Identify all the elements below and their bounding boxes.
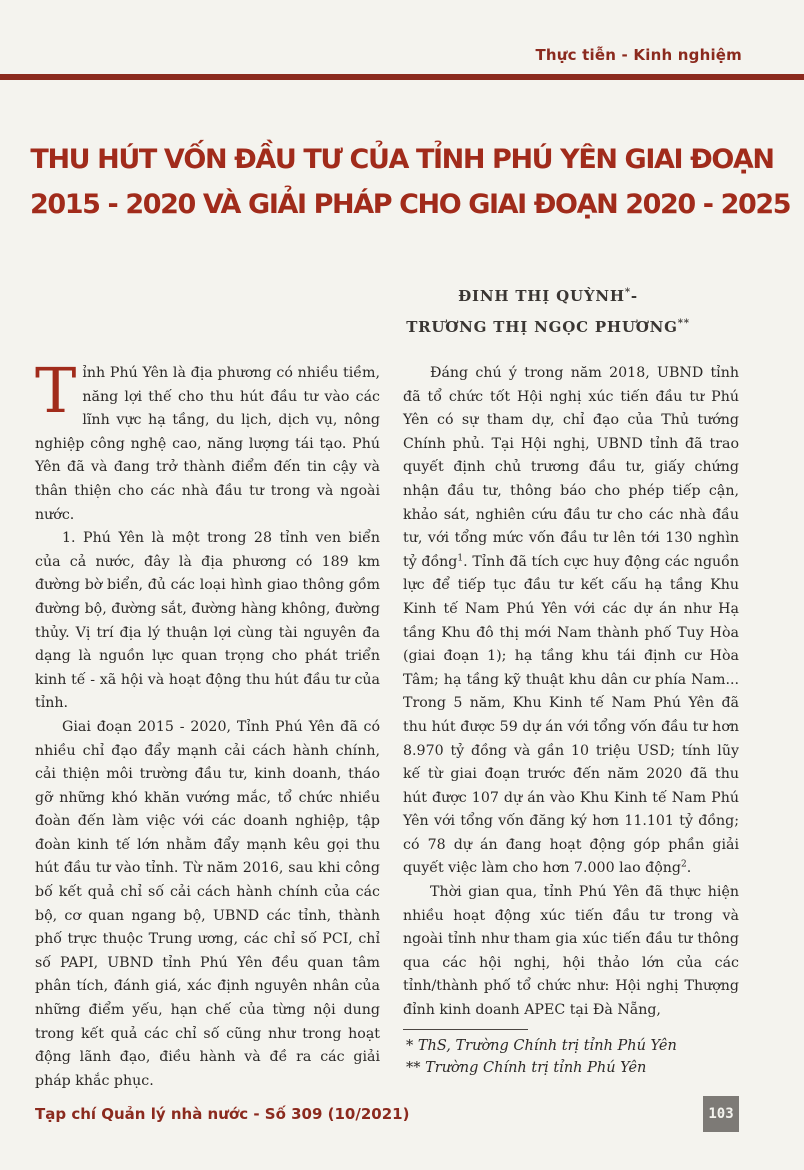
title-line-2: 2015 - 2020 VÀ GIẢI PHÁP CHO GIAI ĐOẠN 2020 - 2025: [30, 189, 791, 220]
footnote-divider: [403, 1029, 528, 1030]
right-column: [403, 362, 739, 1023]
footnote-ref: 2: [681, 859, 687, 870]
paragraph: Giai đoạn 2015 - 2020, Tỉnh Phú Yên đã có nhiều chỉ đạo đẩy mạnh cải cách hành chính, cải thiện môi trường đầu tư, kinh doanh, tháo gỡ những khó khăn vướng mắc, tổ chức nhiều đoàn đến làm việc với các doanh nghiệp, tập đoàn kinh tế lớn nhằm đẩy mạnh kêu gọi thu hút đầu tư vào tỉnh. Từ năm 2016, sau khi công bố kết quả chỉ số cải cách hành chính của các bộ, cơ quan ngang bộ, UBND các tỉnh, thành phố trực thuộc Trung ương, các chỉ số PCI, chỉ số PAPI, UBND tỉnh Phú Yên đều quan tâm phân tích, đánh giá, xác định nguyên nhân của những điểm yếu, hạn chế của từng nội dung trong kết quả các chỉ số cũng như trong hoạt động lãnh đạo, điều hành và đề ra các giải pháp khắc phục.: [35, 718, 380, 1089]
footnote-ref: 1: [457, 553, 464, 564]
section-label: Thực tiễn - Kinh nghiệm: [535, 46, 742, 64]
left-column: [35, 354, 380, 1093]
paragraph: Thời gian qua, tỉnh Phú Yên đã thực hiện nhiều hoạt động xúc tiến đầu tư trong và ngoài tỉnh như tham gia xúc tiến đầu tư thông qua các hội nghị, hội thảo lớn của các tỉnh/thành phố tổ chức như: Hội nghị Thượng đỉnh kinh doanh APEC tại Đà Nẵng,: [403, 884, 739, 1019]
author-2: TRƯƠNG THỊ NGỌC PHƯƠNG**: [406, 318, 690, 336]
author-1: ĐINH THỊ QUỲNH*-: [458, 287, 638, 305]
paragraph-intro: Tỉnh Phú Yên là địa phương có nhiều tiềm, năng lợi thế cho thu hút đầu tư vào các lĩnh vực hạ tầng, du lịch, dịch vụ, nông nghiệp công nghệ cao, năng lượng tái tạo. Phú Yên đã và đang trở thành điểm đến tin cậy và thân thiện cho các nhà đầu tư trong và ngoài nước.: [35, 354, 380, 523]
paragraph: 1. Phú Yên là một trong 28 tỉnh ven biển của cả nước, đây là địa phương có 189 km đường bờ biển, đủ các loại hình giao thông gồm đường bộ, đường sắt, đường hàng không, đường thủy. Vị trí địa lý thuận lợi cùng tài nguyên đa dạng là nguồn lực quan trọng cho phát triển kinh tế - xã hội và hoạt động thu hút đầu tư của tỉnh.: [35, 530, 380, 712]
header-rule: [0, 74, 804, 80]
journal-footer: Tạp chí Quản lý nhà nước - Số 309 (10/2021): [35, 1105, 410, 1123]
paragraph: Đáng chú ý trong năm 2018, UBND tỉnh đã tổ chức tốt Hội nghị xúc tiến đầu tư Phú Yên có sự tham dự, chỉ đạo của Thủ tướng Chính phủ. Tại Hội nghị, UBND tỉnh đã trao quyết định chủ trương đầu tư, giấy chứng nhận đầu tư, thông báo cho phép tiếp cận, khảo sát, nghiên cứu đầu tư cho các nhà đầu tư, với tổng mức vốn đầu tư lên tới 130 nghìn tỷ đồng$^1$. Tỉnh đã tích cực huy động các nguồn lực để tiếp tục đầu tư kết cấu hạ tầng Khu Kinh tế Nam Phú Yên với các dự án như Hạ tầng Khu đô thị mới Nam thành phố Tuy Hòa (giai đoạn 1); hạ tầng khu tái định cư Hòa Tâm; hạ tầng kỹ thuật khu dân cư phía Nam... Trong 5 năm, Khu Kinh tế Nam Phú Yên đã thu hút được 59 dự án với tổng vốn đầu tư hơn 8.970 tỷ đồng và gần 10 triệu USD; tính lũy kế từ giai đoạn trước đến năm 2020 đã thu hút được 107 dự án vào Khu Kinh tế Nam Phú Yên với tổng vốn đăng ký hơn 11.101 tỷ đồng; có 78 dự án đang hoạt động góp phần giải quyết việc làm cho hơn 7.000 lao động$^2$.: [403, 365, 739, 877]
article-title: [30, 137, 791, 227]
footnotes: [406, 1035, 677, 1079]
drop-cap: T: [35, 354, 77, 427]
page-number: 103: [703, 1096, 739, 1132]
footnote-1: * ThS, Trường Chính trị tỉnh Phú Yên: [406, 1038, 677, 1054]
title-line-1: THU HÚT VỐN ĐẦU TƯ CỦA TỈNH PHÚ YÊN GIAI ĐOẠN: [30, 144, 774, 175]
footnote-2: ** Trường Chính trị tỉnh Phú Yên: [406, 1060, 647, 1076]
author-block: [368, 279, 728, 341]
